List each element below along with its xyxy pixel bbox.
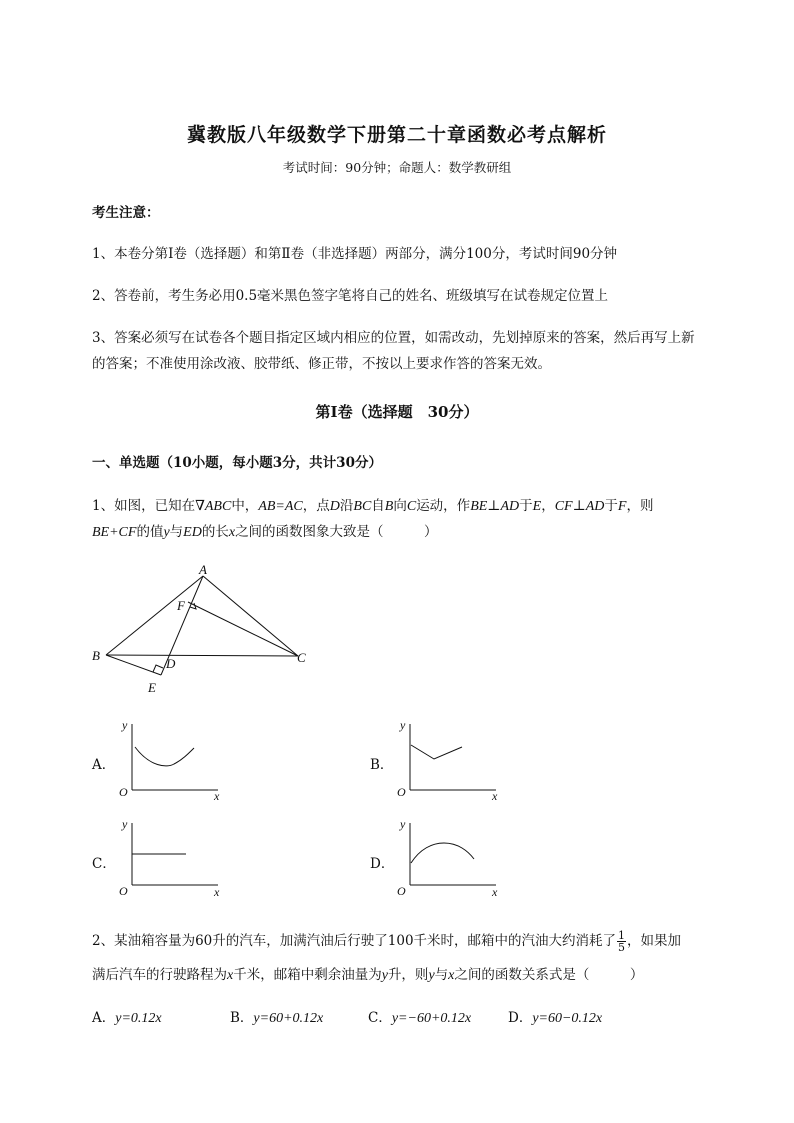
question-1-line-2: BE+CF的值y与ED的长x之间的函数图象大致是（ ） bbox=[92, 524, 438, 540]
label-e: E bbox=[148, 680, 156, 695]
notice-heading: 考生注意： bbox=[92, 205, 160, 221]
label-a: A bbox=[199, 562, 207, 577]
notice-item-3-line-1: 3、答案必须写在试卷各个题目指定区域内相应的位置，如需改动，先划掉原来的答案，然后再写上新 bbox=[92, 330, 695, 346]
question-2-line-1: 2、某油箱容量为60升的汽车，加满汽油后行驶了100千米时，邮箱中的汽油大约消耗了 $\frac{1}{5}$ ，如果加 bbox=[92, 929, 682, 954]
page-title: 冀教版八年级数学下册第二十章函数必考点解析 bbox=[186, 124, 607, 146]
notice-item-3-line-2: 的答案；不准使用涂改液、胶带纸、修正带，不按以上要求作答的答案无效。 bbox=[92, 356, 551, 372]
q2-option-c[interactable]: C．y=−60+0.12x bbox=[368, 1010, 472, 1026]
q2-option-a[interactable]: A．y=0.12x bbox=[92, 1010, 162, 1026]
notice-item-2: 2、答卷前，考生务必用0.5毫米黑色签字笔将自己的姓名、班级填写在试卷规定位置上 bbox=[92, 288, 609, 304]
origin-label: O bbox=[397, 785, 406, 799]
q2-option-d[interactable]: D．y=60−0.12x bbox=[508, 1010, 603, 1026]
segment-be bbox=[106, 655, 161, 675]
origin-label: O bbox=[397, 884, 406, 898]
question-1-line-1: 1、如图，已知在∇ABC中，AB=AC，点D沿BC自B向C运动，作BE⊥AD于E，CF⊥AD于F，则 bbox=[92, 498, 654, 514]
label-b: B bbox=[92, 648, 100, 663]
axis-y-label: y bbox=[400, 817, 406, 831]
origin-label: O bbox=[119, 884, 128, 898]
notice-item-1: 1、本卷分第Ⅰ卷（选择题）和第Ⅱ卷（非选择题）两部分，满分100分，考试时间90分钟 bbox=[92, 246, 618, 262]
triangle-figure bbox=[85, 560, 325, 700]
segment-ab bbox=[106, 576, 203, 655]
segment-bc bbox=[106, 655, 298, 656]
q1-option-c-graph[interactable] bbox=[112, 811, 232, 903]
part-heading: 一、单选题（10小题，每小题3分，共计30分） bbox=[92, 455, 382, 471]
origin-label: O bbox=[119, 785, 128, 799]
axis-y-label: y bbox=[122, 817, 128, 831]
curve-u-shape bbox=[135, 747, 194, 766]
right-angle-mark-e bbox=[153, 665, 163, 672]
label-c: C bbox=[297, 650, 306, 665]
q1-option-a-graph[interactable] bbox=[112, 712, 232, 804]
section-title: 第Ⅰ卷（选择题 30分） bbox=[315, 403, 479, 421]
q1-option-b-label[interactable]: B． bbox=[370, 757, 394, 773]
axis-x-label: x bbox=[214, 789, 220, 803]
axis-x-label: x bbox=[492, 885, 498, 899]
label-f: F bbox=[177, 598, 185, 613]
axis-x-label: x bbox=[492, 789, 498, 803]
axis-y-label: y bbox=[122, 718, 128, 732]
axis-y-label: y bbox=[400, 718, 406, 732]
exam-subtitle: 考试时间：90分钟；命题人：数学教研组 bbox=[282, 160, 512, 175]
q1-option-d-label[interactable]: D． bbox=[370, 856, 395, 872]
q2-option-b[interactable]: B．y=60+0.12x bbox=[230, 1010, 324, 1026]
question-2-line-2: 满后汽车的行驶路程为x千米，邮箱中剩余油量为y升，则y与x之间的函数关系式是（ ） bbox=[92, 967, 644, 983]
curve-arch bbox=[411, 843, 474, 863]
curve-v-shape bbox=[411, 745, 462, 759]
q1-option-c-label[interactable]: C． bbox=[92, 856, 116, 872]
q1-option-b-graph[interactable] bbox=[390, 712, 510, 804]
q1-option-d-graph[interactable] bbox=[390, 811, 510, 903]
label-d: D bbox=[166, 656, 176, 671]
fraction-one-fifth: $\frac{1}{5}$ bbox=[618, 929, 626, 954]
axis-x-label: x bbox=[214, 885, 220, 899]
q1-option-a-label[interactable]: A． bbox=[92, 757, 116, 773]
